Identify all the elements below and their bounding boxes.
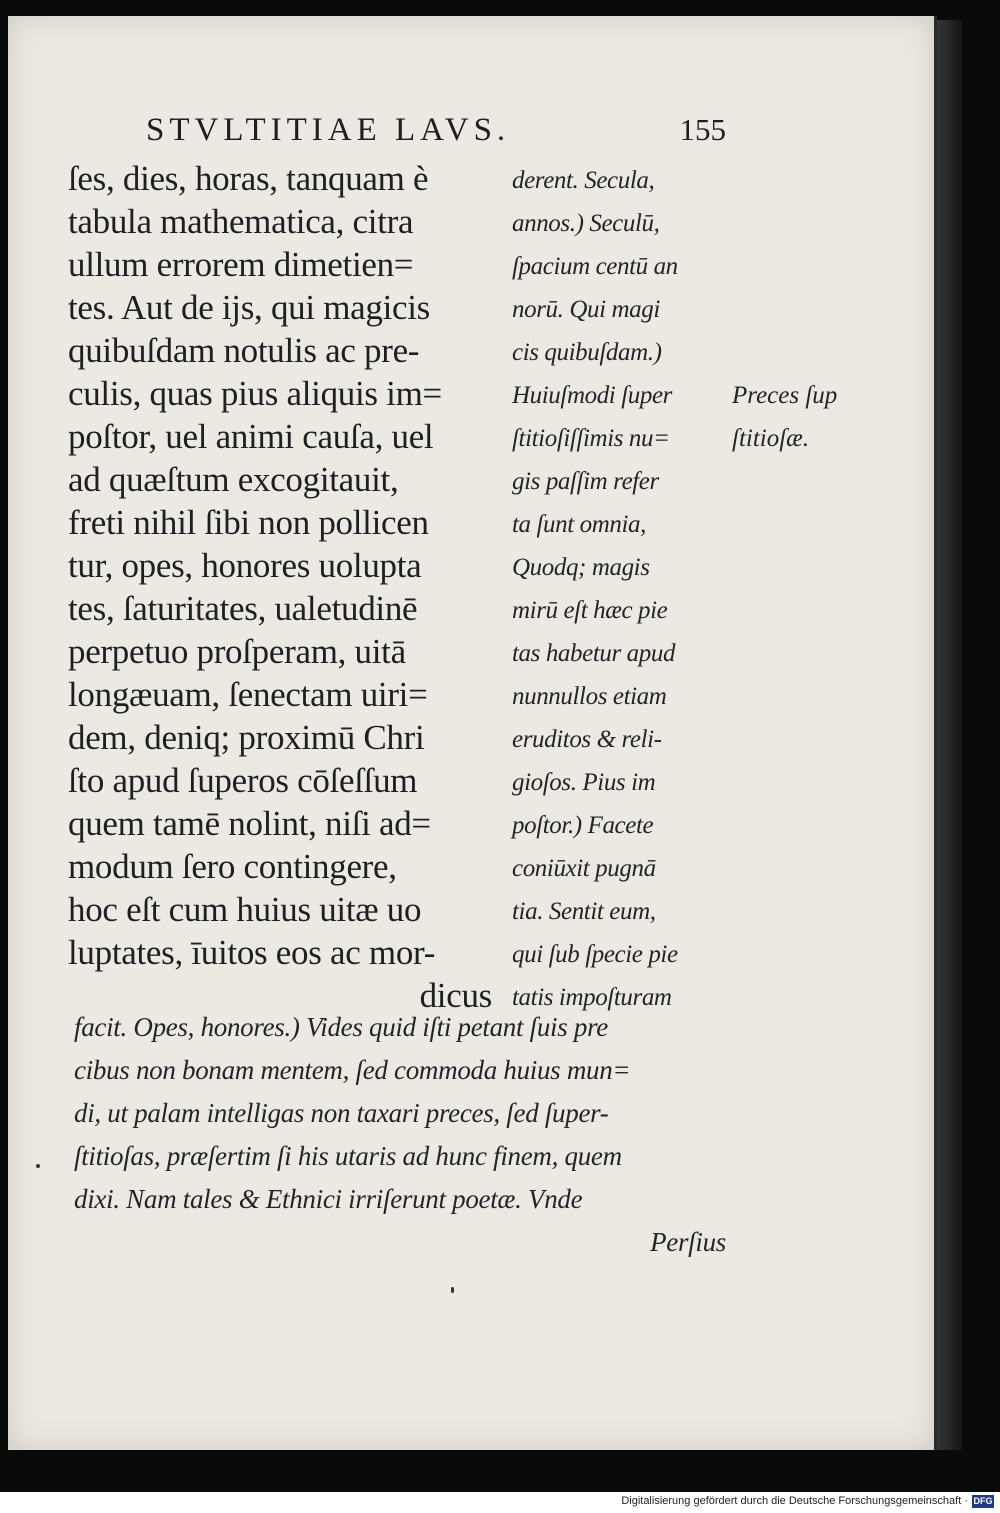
margin-note-line: ſtitioſæ.: [732, 425, 810, 452]
main-text-line: freti nihil ſibi non pollicen: [68, 503, 429, 542]
ink-speck: [36, 1164, 40, 1168]
page-header: [146, 112, 726, 152]
margin-note-line: Preces ſup: [732, 382, 838, 409]
gloss-line: Quodq; magis: [512, 554, 650, 581]
digitization-credit: Digitalisierung gefördert durch die Deutsche Forschungsgemeinschaft ·: [621, 1495, 968, 1507]
main-text-line: ſto apud ſuperos cōſeſſum: [68, 761, 418, 800]
footnote-line: Perſius: [650, 1227, 726, 1257]
gloss-line: coniūxit pugnā: [512, 855, 656, 882]
gloss-line: gis paſſim refer: [512, 468, 659, 495]
main-text-line: quem tamē nolint, niſi ad=: [68, 804, 431, 843]
gloss-line: norū. Qui magi: [512, 296, 660, 323]
footnote-line: cibus non bonam mentem, ſed commoda huius mun=: [74, 1055, 631, 1085]
page-edge: [934, 20, 962, 1450]
main-text-line: modum ſero contingere,: [68, 847, 397, 886]
gloss-line: cis quibuſdam.): [512, 339, 662, 366]
footnote-line: facit. Opes, honores.) Vides quid iſti petant ſuis pre: [74, 1012, 608, 1042]
ink-speck: [451, 1287, 454, 1293]
gloss-line: nunnullos etiam: [512, 683, 667, 710]
main-text-line: dem, deniq; proximū Chri: [68, 718, 425, 757]
main-text-line: tur, opes, honores uolupta: [68, 546, 422, 585]
running-title: STVLTITIAE LAVS.: [146, 112, 511, 148]
footnote-line: di, ut palam intelligas non taxari preces, ſed ſuper-: [74, 1098, 609, 1128]
main-text-line: longæuam, ſenectam uiri=: [68, 675, 428, 714]
main-text-line: tabula mathematica, citra: [68, 202, 414, 241]
page-number: 155: [679, 112, 726, 147]
main-text-line: ullum errorem dimetien=: [68, 245, 414, 284]
main-text-line: luptates, īuitos eos ac mor-: [68, 933, 436, 972]
main-text-line: poſtor, uel animi cauſa, uel: [68, 417, 434, 456]
main-text-line: hoc eſt cum huius uitæ uo: [68, 890, 422, 929]
gloss-line: gioſos. Pius im: [512, 769, 656, 796]
gloss-line: ta ſunt omnia,: [512, 511, 646, 538]
gloss-line: eruditos & reli-: [512, 726, 662, 753]
main-text-line: perpetuo proſperam, uitā: [68, 632, 406, 671]
main-text-line: quibuſdam notulis ac pre-: [68, 331, 420, 370]
gloss-line: tas habetur apud: [512, 640, 676, 667]
gloss-line: annos.) Seculū,: [512, 210, 660, 237]
footnote-line: dixi. Nam tales & Ethnici irriſerunt poetæ. Vnde: [74, 1184, 583, 1214]
main-text-line: ſes, dies, horas, tanquam è: [68, 159, 429, 198]
footnote-line: ſtitioſas, præſertim ſi his utaris ad hunc finem, quem: [74, 1141, 622, 1171]
dfg-logo: DFG: [973, 1496, 993, 1506]
gloss-line: ſtitioſiſſimis nu=: [512, 425, 670, 452]
main-text-line: ad quæſtum excogitauit,: [68, 460, 399, 499]
gloss-line: Huiuſmodi ſuper: [512, 382, 672, 409]
gloss-line: mirū eſt hæc pie: [512, 597, 668, 624]
gloss-line: tatis impoſturam: [512, 984, 672, 1011]
gloss-line: poſtor.) Facete: [512, 812, 654, 839]
main-text-line: tes. Aut de ijs, qui magicis: [68, 288, 430, 327]
gloss-line: qui ſub ſpecie pie: [512, 941, 678, 968]
gloss-line: derent. Secula,: [512, 167, 655, 194]
main-text-line: dicus: [419, 976, 492, 1015]
gloss-line: ſpacium centū an: [512, 253, 678, 280]
main-text-line: tes, ſaturitates, ualetudinē: [68, 589, 418, 628]
main-text-line: culis, quas pius aliquis im=: [68, 374, 442, 413]
gloss-line: tia. Sentit eum,: [512, 898, 656, 925]
